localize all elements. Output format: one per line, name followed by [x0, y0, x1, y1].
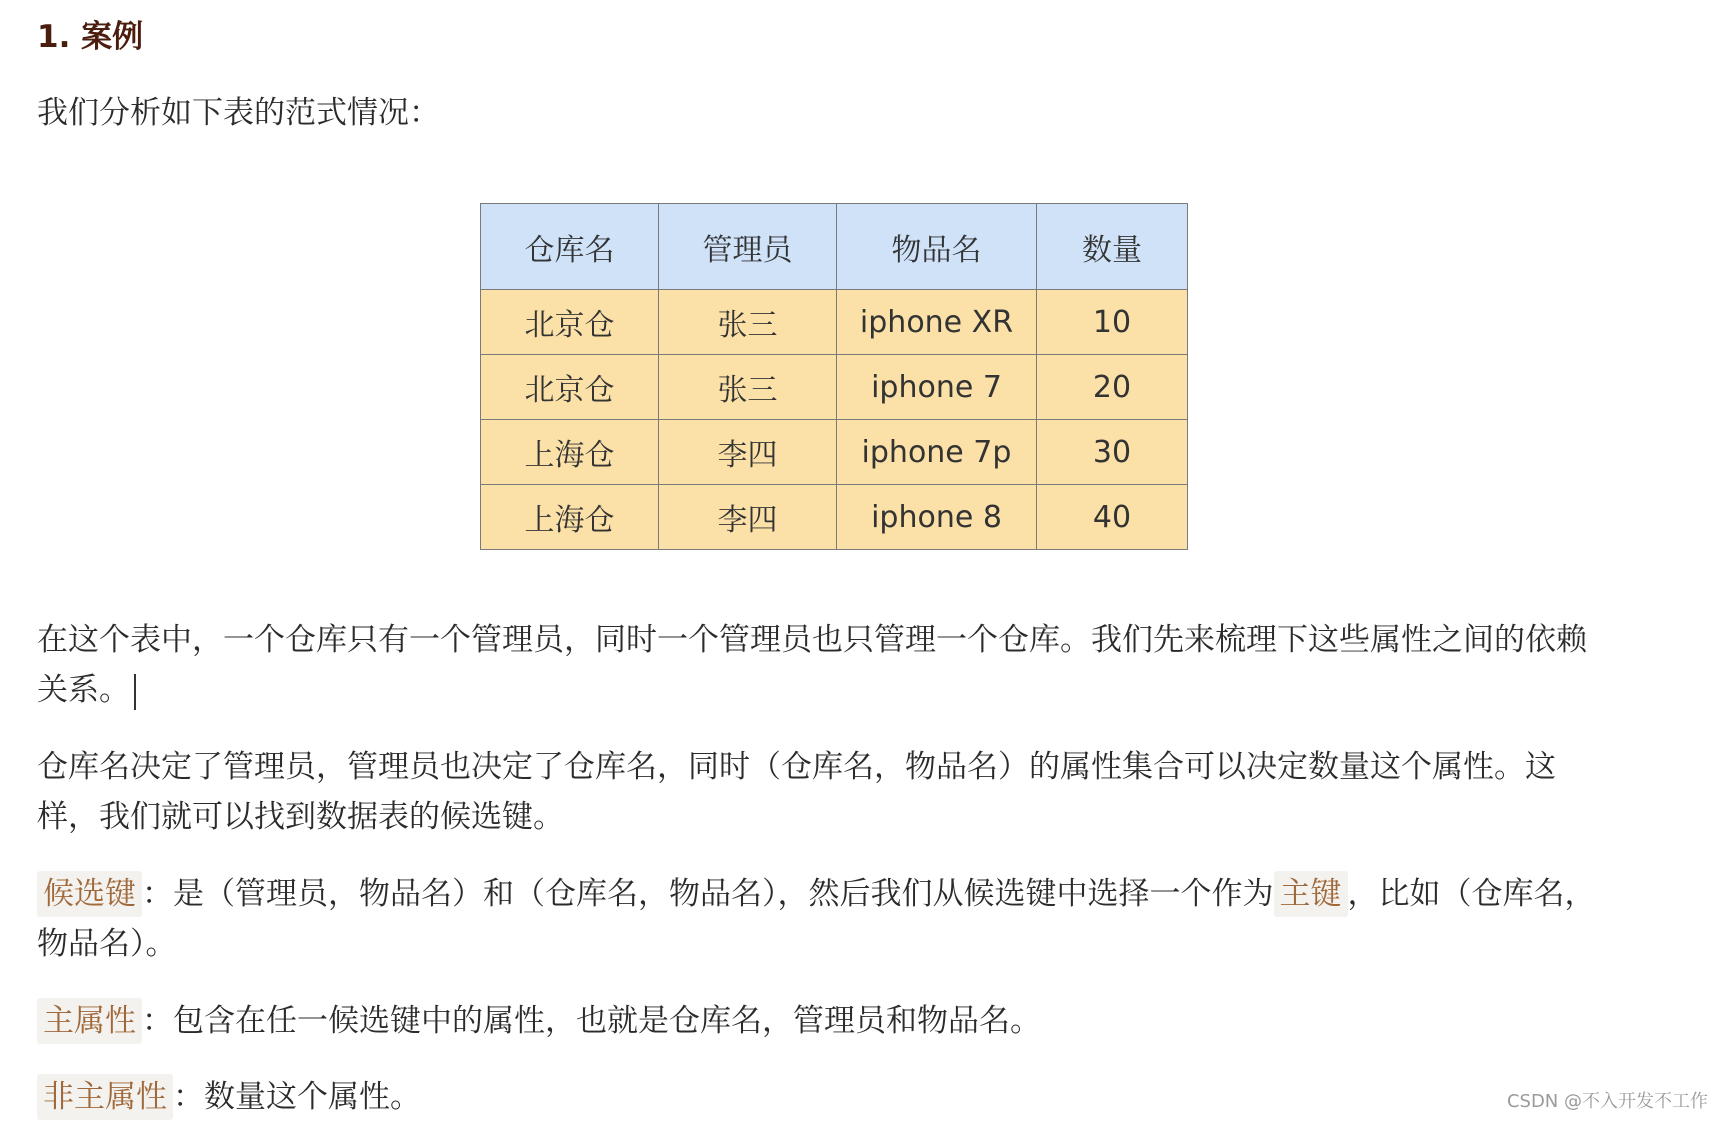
table-cell: iphone XR	[837, 290, 1037, 355]
term-non-prime-attribute: 非主属性	[37, 1074, 173, 1120]
table-cell: 张三	[659, 355, 837, 420]
paragraph-text: ：是（管理员，物品名）和（仓库名，物品名），然后我们从候选键中选择一个作为	[142, 876, 1274, 912]
watermark: CSDN @不入开发不工作	[1506, 1091, 1708, 1112]
table-cell: 20	[1037, 355, 1188, 420]
paragraph-prime-attribute	[37, 996, 1597, 1046]
paragraph-candidate-key	[37, 869, 1597, 969]
table-cell: 10	[1037, 290, 1188, 355]
table-cell: 张三	[659, 290, 837, 355]
table-cell: 30	[1037, 420, 1188, 485]
column-header-quantity: 数量	[1037, 204, 1188, 290]
intro-text: 我们分析如下表的范式情况：	[37, 95, 440, 131]
table-cell: iphone 7p	[837, 420, 1037, 485]
term-candidate-key: 候选键	[37, 871, 142, 917]
paragraph-candidate-key-intro: 仓库名决定了管理员，管理员也决定了仓库名，同时（仓库名，物品名）的属性集合可以决定数量这个属性。这样，我们就可以找到数据表的候选键。	[37, 749, 1556, 835]
term-primary-key: 主键	[1274, 871, 1348, 917]
table-cell: iphone 7	[837, 355, 1037, 420]
table-row	[481, 420, 1188, 485]
paragraph-text: ，比如（仓库名，物品名）。	[37, 876, 1596, 962]
paragraph-text: ：数量这个属性。	[173, 1079, 421, 1115]
table-header-row	[481, 204, 1188, 290]
table-row	[481, 290, 1188, 355]
table-cell: 李四	[659, 420, 837, 485]
term-prime-attribute: 主属性	[37, 998, 142, 1044]
table-cell: 上海仓	[481, 420, 659, 485]
paragraph-text: ：包含在任一候选键中的属性，也就是仓库名，管理员和物品名。	[142, 1003, 1041, 1039]
table-cell: iphone 8	[837, 485, 1037, 550]
table-row	[481, 485, 1188, 550]
table-cell: 李四	[659, 485, 837, 550]
paragraph-non-prime-attribute	[37, 1072, 1597, 1122]
table-cell: 上海仓	[481, 485, 659, 550]
table-cell: 北京仓	[481, 290, 659, 355]
text-cursor	[134, 674, 136, 710]
column-header-warehouse: 仓库名	[481, 204, 659, 290]
section-heading: 1. 案例	[37, 19, 144, 55]
table-row	[481, 355, 1188, 420]
column-header-manager: 管理员	[659, 204, 837, 290]
paragraph-dependency-intro	[37, 615, 1597, 715]
warehouse-table	[480, 203, 1188, 550]
table-cell: 40	[1037, 485, 1188, 550]
column-header-item: 物品名	[837, 204, 1037, 290]
paragraph-text: 在这个表中，一个仓库只有一个管理员，同时一个管理员也只管理一个仓库。我们先来梳理下这些属性之间的依赖关系。	[37, 622, 1587, 708]
table-cell: 北京仓	[481, 355, 659, 420]
